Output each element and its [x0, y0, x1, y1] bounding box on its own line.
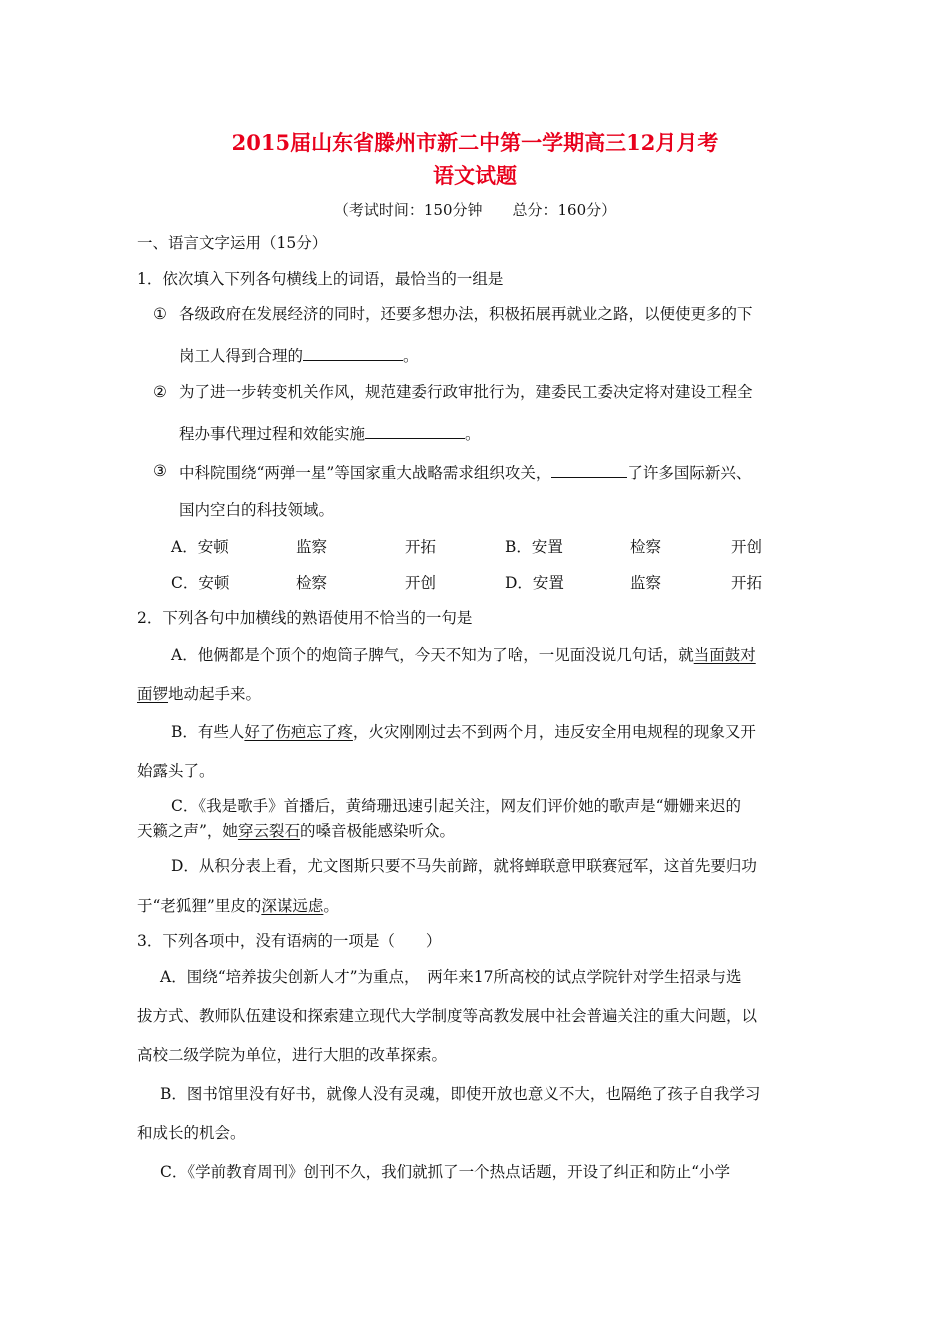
option-b-word-2: 检察: [630, 538, 662, 556]
answer-blank-1: [303, 343, 403, 361]
q2-option-d-text-end: 。: [323, 897, 339, 915]
exam-title: 2015届山东省滕州市新二中第一学期高三12月月考: [231, 130, 719, 155]
q2-option-b-line2: 始露头了。: [137, 762, 215, 780]
q2-option-c-text-end: 的嗓音极能感染听众。: [299, 822, 455, 840]
q1-sentence-1-line2: [179, 343, 419, 367]
underlined-idiom-c: 穿云裂石: [237, 822, 300, 840]
q2-option-b-text-end: ，火灾刚刚过去不到两个月，违反安全用电规程的现象又开: [352, 723, 756, 741]
q1-sentence-3-number: ③: [153, 462, 167, 480]
answer-blank-3: [551, 460, 627, 478]
q2-option-c-text: 天籁之声”，她: [137, 822, 238, 840]
q3-option-a-line3: 高校二级学院为单位，进行大胆的改革探索。: [137, 1046, 448, 1064]
q1-sentence-2-text: 程办事代理过程和效能实施: [179, 425, 366, 443]
q1-sentence-1-number: ①: [153, 305, 167, 323]
option-b-word-1: B．安置: [505, 538, 563, 556]
q1-sentence-2-line1: 为了进一步转变机关作风，规范建委行政审批行为，建委民工委决定将对建设工程全: [179, 383, 753, 401]
section-heading: 一、语言文字运用（15分）: [137, 234, 328, 252]
underlined-idiom-b: 好了伤疤忘了疼: [244, 723, 353, 741]
q3-option-a-line1: A．围绕“培养拔尖创新人才”为重点， 两年来17所高校的试点学院针对学生招录与选: [160, 968, 742, 986]
option-d-word-1: D．安置: [505, 574, 564, 592]
q2-option-a-line2: [137, 683, 261, 705]
option-c-word-1: C．安顿: [171, 574, 230, 592]
answer-blank-2: [365, 421, 465, 439]
option-a-word-1: A．安顿: [171, 538, 229, 556]
q3-option-b-line1: B．图书馆里没有好书，就像人没有灵魂，即使开放也意义不大，也隔绝了孩子自我学习: [160, 1085, 761, 1103]
option-b-word-3: 开创: [731, 538, 763, 556]
underlined-idiom-d: 深谋远虑: [261, 897, 324, 915]
q2-option-d-line2: [137, 895, 339, 917]
q1-sentence-3-line2: 国内空白的科技领域。: [179, 501, 335, 519]
q3-option-a-line2: 拔方式、教师队伍建设和探索建立现代大学制度等高教发展中社会普遍关注的重大问题，以: [137, 1007, 758, 1025]
option-c-word-2: 检察: [296, 574, 328, 592]
option-a-word-3: 开拓: [405, 538, 437, 556]
q2-option-c-line2: [137, 820, 455, 842]
q2-option-b-line1: [171, 721, 756, 743]
q2-option-d-line1: D．从积分表上看，尤文图斯只要不马失前蹄，就将蝉联意甲联赛冠军，这首先要归功: [171, 857, 757, 875]
underlined-idiom-a-part2: 面锣: [137, 685, 169, 703]
question-1-stem: 1．依次填入下列各句横线上的词语，最恰当的一组是: [137, 270, 504, 288]
q1-sentence-2-number: ②: [153, 383, 167, 401]
q1-sentence-2-line2: [179, 421, 481, 445]
q2-option-c-line1: C．《我是歌手》首播后，黄绮珊迅速引起关注，网友们评价她的歌声是“姗姗来迟的: [171, 797, 742, 815]
question-2-stem: 2．下列各句中加横线的熟语使用不恰当的一句是: [137, 609, 473, 627]
q1-sentence-3-text-end: 了许多国际新兴、: [627, 464, 752, 482]
q3-option-c-line1: C．《学前教育周刊》创刊不久，我们就抓了一个热点话题，开设了纠正和防止“小学: [160, 1163, 731, 1181]
option-c-word-3: 开创: [405, 574, 437, 592]
option-a-word-2: 监察: [296, 538, 328, 556]
q2-option-d-text: 于“老狐狸”里皮的: [137, 897, 262, 915]
exam-subtitle: 语文试题: [433, 163, 517, 188]
q3-option-b-line2: 和成长的机会。: [137, 1124, 246, 1142]
option-d-word-2: 监察: [630, 574, 662, 592]
q1-sentence-1-text: 岗工人得到合理的: [179, 347, 304, 365]
q1-sentence-1-end: 。: [403, 347, 419, 365]
option-d-word-3: 开拓: [731, 574, 763, 592]
exam-info: （考试时间：150分钟 总分：160分）: [333, 201, 617, 219]
q2-option-b-text: B．有些人: [171, 723, 245, 741]
q2-option-a-line1: [171, 644, 756, 666]
q1-sentence-3-text: 中科院围绕“两弹一星”等国家重大战略需求组织攻关，: [179, 464, 552, 482]
q1-sentence-2-end: 。: [465, 425, 481, 443]
q1-sentence-3-line1: [179, 460, 751, 484]
underlined-idiom-a-part1: 当面鼓对: [693, 646, 756, 664]
question-3-stem: 3．下列各项中，没有语病的一项是（ ）: [137, 932, 442, 950]
q2-option-a-text-end: 地动起手来。: [168, 685, 262, 703]
q1-sentence-1-line1: 各级政府在发展经济的同时，还要多想办法，积极拓展再就业之路，以便使更多的下: [179, 305, 753, 323]
q2-option-a-text: A．他俩都是个顶个的炮筒子脾气，今天不知为了啥，一见面没说几句话，就: [171, 646, 694, 664]
